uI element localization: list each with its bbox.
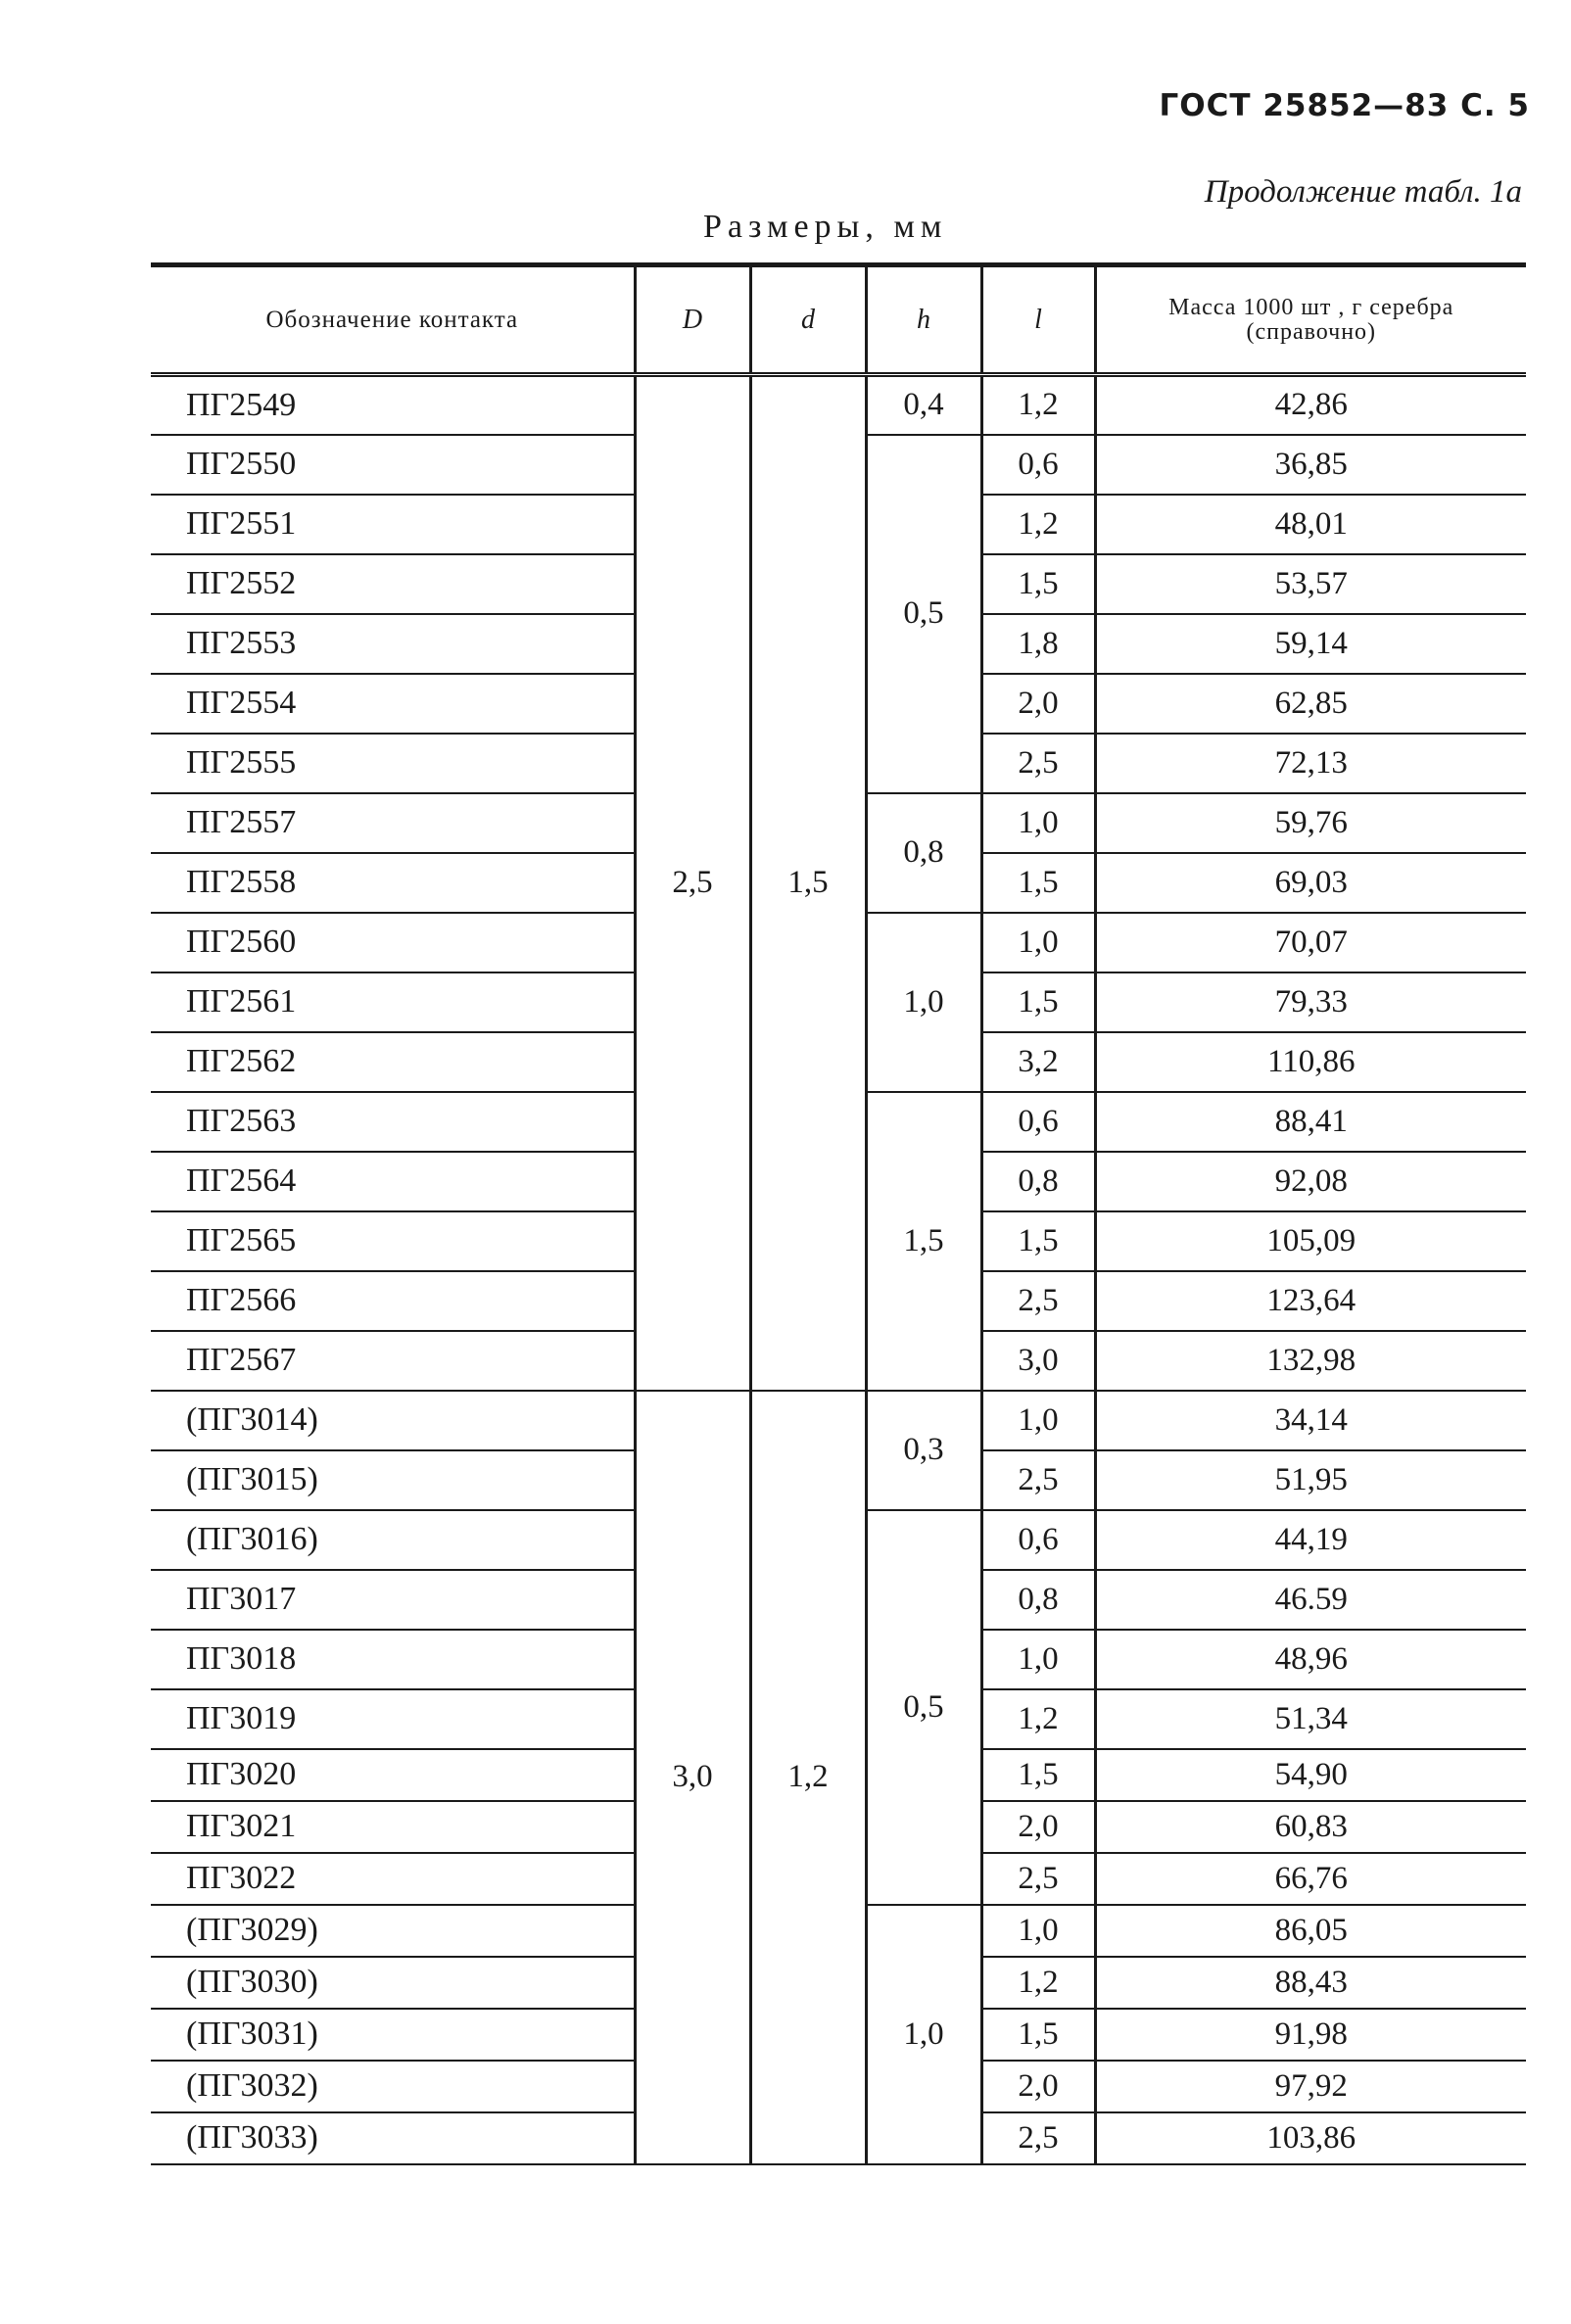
height-h-value: 0,3: [866, 1391, 981, 1510]
diameter-D-value: 2,5: [635, 375, 750, 1391]
silver-mass-value: 42,86: [1095, 375, 1526, 435]
length-l-value: 1,0: [981, 913, 1095, 972]
silver-mass-value: 132,98: [1095, 1331, 1526, 1391]
contact-designation: ПГ3020: [151, 1749, 635, 1801]
contact-designation: ПГ2565: [151, 1211, 635, 1271]
length-l-value: 1,2: [981, 495, 1095, 554]
silver-mass-value: 110,86: [1095, 1032, 1526, 1092]
height-h-value: 1,0: [866, 1905, 981, 2164]
silver-mass-value: 86,05: [1095, 1905, 1526, 1957]
length-l-value: 1,2: [981, 1689, 1095, 1749]
silver-mass-value: 34,14: [1095, 1391, 1526, 1450]
silver-mass-value: 70,07: [1095, 913, 1526, 972]
length-l-value: 1,5: [981, 1211, 1095, 1271]
height-h-value: 0,4: [866, 375, 981, 435]
contact-designation: (ПГ3016): [151, 1510, 635, 1570]
diameter-D-value: 3,0: [635, 1391, 750, 2164]
contact-designation: ПГ2549: [151, 375, 635, 435]
silver-mass-value: 72,13: [1095, 734, 1526, 793]
height-h-value: 0,5: [866, 1510, 981, 1905]
silver-mass-value: 51,34: [1095, 1689, 1526, 1749]
contact-designation: ПГ3017: [151, 1570, 635, 1630]
table-body: [151, 375, 1526, 2164]
silver-mass-value: 51,95: [1095, 1450, 1526, 1510]
contact-designation: ПГ2557: [151, 793, 635, 853]
silver-mass-value: 54,90: [1095, 1749, 1526, 1801]
length-l-value: 1,5: [981, 2009, 1095, 2061]
diameter-d-value: 1,5: [750, 375, 866, 1391]
contact-designation: ПГ2555: [151, 734, 635, 793]
length-l-value: 3,2: [981, 1032, 1095, 1092]
column-header-h: h: [866, 265, 981, 375]
length-l-value: 1,5: [981, 554, 1095, 614]
length-l-value: 2,5: [981, 1271, 1095, 1331]
contact-designation: ПГ2561: [151, 972, 635, 1032]
table-header-row: [151, 265, 1526, 375]
silver-mass-value: 123,64: [1095, 1271, 1526, 1331]
column-header-d: d: [750, 265, 866, 375]
length-l-value: 2,5: [981, 2112, 1095, 2164]
silver-mass-value: 69,03: [1095, 853, 1526, 913]
column-header-l: l: [981, 265, 1095, 375]
length-l-value: 2,0: [981, 1801, 1095, 1853]
table-continuation-note: Продолжение табл. 1а: [1204, 174, 1522, 210]
length-l-value: 0,6: [981, 1510, 1095, 1570]
length-l-value: 2,5: [981, 734, 1095, 793]
silver-mass-value: 88,43: [1095, 1957, 1526, 2009]
table-row: [151, 375, 1526, 435]
silver-mass-value: 60,83: [1095, 1801, 1526, 1853]
column-header-designation: Обозначение контакта: [151, 265, 635, 375]
length-l-value: 1,5: [981, 972, 1095, 1032]
contact-designation: ПГ2553: [151, 614, 635, 674]
length-l-value: 3,0: [981, 1331, 1095, 1391]
mass-header-line1: Масса 1000 шт , г серебра: [1168, 294, 1454, 320]
silver-mass-value: 44,19: [1095, 1510, 1526, 1570]
contact-designation: (ПГ3015): [151, 1450, 635, 1510]
contact-designation: (ПГ3033): [151, 2112, 635, 2164]
length-l-value: 1,0: [981, 1391, 1095, 1450]
contact-designation: (ПГ3032): [151, 2061, 635, 2112]
page-number: ГОСТ 25852—83 С. 5: [1159, 88, 1530, 123]
length-l-value: 1,2: [981, 375, 1095, 435]
length-l-value: 0,8: [981, 1570, 1095, 1630]
contact-designation: ПГ3021: [151, 1801, 635, 1853]
length-l-value: 0,6: [981, 1092, 1095, 1152]
mass-header-line2: (справочно): [1246, 318, 1377, 345]
length-l-value: 1,0: [981, 1905, 1095, 1957]
silver-mass-value: 53,57: [1095, 554, 1526, 614]
silver-mass-value: 46.59: [1095, 1570, 1526, 1630]
table-row: [151, 1391, 1526, 1450]
contact-designation: ПГ3022: [151, 1853, 635, 1905]
length-l-value: 2,5: [981, 1853, 1095, 1905]
silver-mass-value: 103,86: [1095, 2112, 1526, 2164]
length-l-value: 0,6: [981, 435, 1095, 495]
silver-mass-value: 79,33: [1095, 972, 1526, 1032]
length-l-value: 1,0: [981, 793, 1095, 853]
silver-mass-value: 105,09: [1095, 1211, 1526, 1271]
silver-mass-value: 48,01: [1095, 495, 1526, 554]
contact-designation: ПГ2560: [151, 913, 635, 972]
contact-designation: ПГ2552: [151, 554, 635, 614]
length-l-value: 1,8: [981, 614, 1095, 674]
contact-designation: (ПГ3030): [151, 1957, 635, 2009]
contact-designation: ПГ3018: [151, 1630, 635, 1689]
contact-spec-table: [151, 262, 1526, 2165]
silver-mass-value: 97,92: [1095, 2061, 1526, 2112]
column-header-mass: [1095, 265, 1526, 375]
contact-designation: (ПГ3031): [151, 2009, 635, 2061]
silver-mass-value: 91,98: [1095, 2009, 1526, 2061]
silver-mass-value: 66,76: [1095, 1853, 1526, 1905]
height-h-value: 1,5: [866, 1092, 981, 1391]
contact-designation: (ПГ3029): [151, 1905, 635, 1957]
contact-designation: ПГ2566: [151, 1271, 635, 1331]
contact-designation: ПГ2564: [151, 1152, 635, 1211]
contact-designation: ПГ2550: [151, 435, 635, 495]
contact-designation: ПГ2562: [151, 1032, 635, 1092]
length-l-value: 1,5: [981, 853, 1095, 913]
height-h-value: 0,5: [866, 435, 981, 793]
silver-mass-value: 59,14: [1095, 614, 1526, 674]
column-header-D: D: [635, 265, 750, 375]
contact-designation: ПГ2563: [151, 1092, 635, 1152]
length-l-value: 0,8: [981, 1152, 1095, 1211]
length-l-value: 1,0: [981, 1630, 1095, 1689]
height-h-value: 0,8: [866, 793, 981, 913]
contact-designation: (ПГ3014): [151, 1391, 635, 1450]
length-l-value: 2,0: [981, 2061, 1095, 2112]
length-l-value: 2,0: [981, 674, 1095, 734]
silver-mass-value: 48,96: [1095, 1630, 1526, 1689]
contact-designation: ПГ2567: [151, 1331, 635, 1391]
length-l-value: 1,5: [981, 1749, 1095, 1801]
silver-mass-value: 88,41: [1095, 1092, 1526, 1152]
diameter-d-value: 1,2: [750, 1391, 866, 2164]
contact-designation: ПГ2558: [151, 853, 635, 913]
silver-mass-value: 92,08: [1095, 1152, 1526, 1211]
contact-designation: ПГ2551: [151, 495, 635, 554]
silver-mass-value: 36,85: [1095, 435, 1526, 495]
contact-designation: ПГ2554: [151, 674, 635, 734]
length-l-value: 1,2: [981, 1957, 1095, 2009]
length-l-value: 2,5: [981, 1450, 1095, 1510]
sizes-caption: Размеры, мм: [703, 209, 948, 245]
height-h-value: 1,0: [866, 913, 981, 1092]
contact-designation: ПГ3019: [151, 1689, 635, 1749]
silver-mass-value: 59,76: [1095, 793, 1526, 853]
silver-mass-value: 62,85: [1095, 674, 1526, 734]
